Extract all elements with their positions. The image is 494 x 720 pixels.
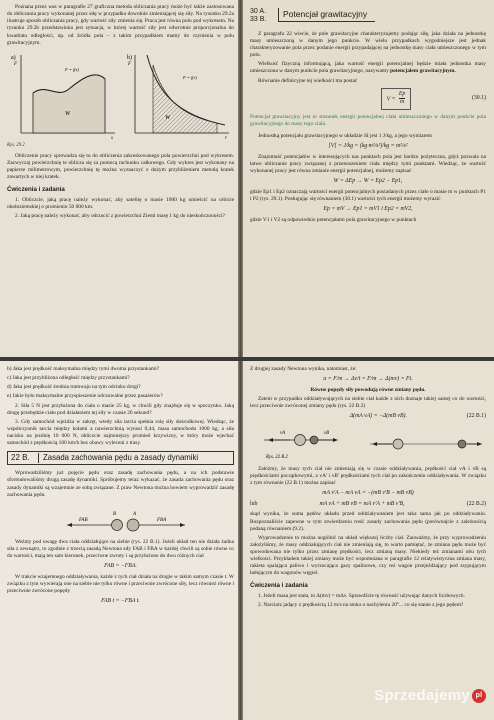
graph-a-function: F = f(s) (65, 66, 80, 72)
section-header (250, 8, 486, 25)
exercise-3: 3. Gdy samochód wjeżdża w zakręt, wtedy siła tarcia spełnia rolę siły dośrodkowej. Wiedząc, że współczynnik tarcia między kołami a nawierzchnią wynosi 0,44, masa samochodu 1000 kg, a siła nacisku na jezdnię 10 000 N, obliczcie najmniejszy promień krzywizny, w który może wjechać samochód z prędkością 100 km/h bez obawy wyleceni z trasy. (7, 418, 234, 447)
graph-a (11, 54, 115, 141)
question-e: e) Jakie było maksymalne przyspieszenie odczuwalne przez pasażerów? (7, 393, 163, 400)
exercise-2: 2. Narciarz jadący z prędkością 12 m/s na stoku o nachyleniu 20°... co się stanie z jego pędem? (258, 601, 464, 608)
definition-text: Wielkość fizyczną informującą, jaka wartość energii potencjalnej będzie miała jednostka masy umieszczona w danym punkcie pola grawitacyjnego, nazywamy (250, 61, 486, 75)
force-ba-label: FBA (157, 517, 167, 523)
equation-22b-2 (250, 501, 486, 509)
velocity-b-label: vB (324, 430, 330, 436)
exercise-2: 2. Jaką pracę należy wykonać, aby odrzucić z powierzchni Ziemi masę 1 kg do nieskończoności? (15, 213, 225, 220)
or-label: lub (250, 500, 258, 507)
graph-a-label: a) (11, 54, 16, 61)
section-number-a: 30 A. (250, 8, 266, 15)
graph-b-area-label: W (165, 114, 170, 121)
equation-lhs: V = (386, 96, 396, 103)
graph-b-y-axis: F (128, 61, 132, 67)
section-header (7, 451, 234, 465)
section-number: 22 B. (11, 452, 30, 462)
equation-box (381, 88, 412, 110)
intro-paragraph: Wprowadziliśmy już pojęcie pędu oraz zasadę zachowania pędu, a na ich podstawie sformułowaliśmy drugą zasadę dynamiki. Spróbujemy teraz wykazać, że zasada zachowania pędu oraz zasady dynamiki są wzajemnie ze sobą związane. Z praw Newtona można bowiem wyprowadzić zasadę zachowania pędu. (7, 470, 234, 498)
second-law-intro: Z drugiej zasady Newtona wynika, natomiast, że: (250, 366, 357, 372)
equation-numerator: Ep (399, 91, 405, 100)
equation-30-1 (250, 88, 486, 110)
seller-watermark (374, 686, 486, 706)
momentum-equation-1: mA v'A − mA vA = −(mB v'B − mB vB) (322, 490, 414, 497)
unit-equation: [V] = J/kg = (kg·m²/s²)/kg = m²/s² (328, 143, 408, 150)
watermark-text: Sprzedajemy (374, 687, 470, 705)
generalization-paragraph: Wyprowadzenie to można uogólnić na układ większej liczby ciał. Zauważmy, że przy wyprowadzeniu założyliśmy, że masy oddziałujących ciał nie zmieniają się, to warto pamiętać, że zmiana pędu może być spowodowana nie tylko przez zmianę prędkości, lecz zmianą masy. Niekiedy też zmianami obu tych wielkości. Przykładem takiej zmiany może być wspomniana w paragrafie 12 relatywistyczna zmiana masy, rakieta spalająca paliwo i wyrzucająca gazy spalinowe, czy też wagon przejeżdżający pod zsypującym ładującym do wagonów węgiel. (250, 534, 486, 577)
exercises-heading: Ćwiczenia i zadania (7, 185, 65, 193)
velocity-a-label: vA (280, 430, 286, 436)
intro-paragraph: Z paragrafu 22 wiecie, że pole grawitacyjne charakteryzujemy podając siłę, jaka działa na jednostkę masy umieszczoną w danym jego punkcie. W wielu przypadkach wygodniejsze jest jednak charakteryzowanie pola przez podanie energii przypadającej na jednostkę masy ciała umieszczonego w tym polu. (250, 30, 486, 59)
conservation-paragraph: skąd wynika, że suma pędów układu przed oddziaływaniem jest taka sama jak po oddziaływaniu. Rozpoznaliście zapewne w tym stwierdzeniu treść zasady zachowania pędu (porównajcie z zależnością podaną równaniem (9.2). (250, 511, 486, 532)
equation-denominator: m (400, 99, 405, 106)
energy-points-paragraph: gdzie Ep1 i Ep2 oznaczają wartości energii potencjalnych posiadanych przez ciało o masie m w punktach P1 i P2 (rys. 29.1). Posługując się równaniem (30.1) wartości tych energii możemy wyrazić (250, 188, 486, 203)
question-d: d) Jaka jest prędkość średnia tramwaju na tym odcinku drogi? (7, 384, 141, 391)
equation-number: (22 B.1) (466, 413, 486, 420)
potential-use-paragraph: Znajomość potencjałów w interesujących nas punktach pola jest bardzo pożyteczna, gdyż pozwala na łatwe obliczanie pracy związanej z przenoszeniem ciała między tymi punktami. Wiedząc, że wartość wykonanej pracy jest równa zmianie energii potencjalnej, możemy zapisać (250, 153, 486, 175)
body-b-label: B (113, 511, 117, 517)
graph-a-x-axis: s (111, 135, 113, 141)
exercise-1: 1. Obliczcie, jaką pracę należy wykonać, aby satelitę o masie 1000 kg umieścić na orbicie okołoziemskiej o promieniu 50 000 km. (7, 196, 234, 210)
definition-highlight: Potencjał grawitacyjny jest to stosunek energii potencjalnej ciała umieszczonego w danym punkcie pola grawitacyjnego do masy tego ciała. (250, 113, 486, 128)
book-page-top-right (241, 0, 494, 358)
graph-b-function: F = f(r) (183, 74, 198, 80)
equation-number: (22 B.2) (466, 500, 486, 507)
graph-b (127, 54, 229, 141)
section-numbers (250, 8, 278, 25)
definition-paragraph (250, 61, 486, 75)
potentials-paragraph: gdzie V1 i V2 są odpowiednio potencjałami pola grawitacyjnego w punktach (250, 216, 417, 223)
second-law-equation: a = F/m → Δv/t = F/m → Δ(mv) = Ft. (323, 376, 413, 383)
equation-number: (30.1) (471, 94, 486, 101)
watermark-logo-icon: pl (472, 689, 486, 703)
equation-intro: Równanie definicyjne tej wielkości ma postać (258, 77, 358, 84)
key-statement: Równe popędy siły powodują równe zmiany pędu. (310, 386, 426, 393)
exercise-1: 1. Jeżeli masa jest stała, to Δ(mv) = mΔv. Sprawdźcie tę równość używając danych liczbowych. (258, 592, 465, 599)
figure-caption: Rys. 22 B.2 (266, 454, 288, 460)
force-ab-label: FAB (79, 517, 88, 523)
figure-22b-1 (7, 501, 233, 537)
figure-22b-2 (250, 424, 486, 464)
third-law-paragraph: Weźmy pod uwagę dwa ciała oddziałujące na siebie (rys. 22 B.1). Jeżeli układ ten nie działa żadna siła z zewnątrz, to zgodnie z trzecią zasadą Newtona siły FAB i FBA w każdej chwili są sobie równe co do wartości, mają ten sam kierunek, przeciwne zwroty i są przyłożone do dwu różnych ciał (7, 538, 234, 559)
section-title: Potencjał grawitacyjny (278, 8, 375, 22)
graph-b-x-axis: r (225, 135, 227, 141)
equation-text: mA vA + mB vB = mA v'A + mB v'B, (319, 500, 405, 507)
question-b: b) Jaka jest prędkość maksymalna między tymi dwoma przystankami? (7, 366, 160, 372)
graph-b-label: b) (127, 54, 132, 61)
figure-caption: Rys. 29.2 (7, 142, 25, 148)
section-number-b: 33 B. (250, 16, 267, 24)
definition-term: potencjałem grawitacyjnym. (390, 68, 456, 75)
body-a-label: A (133, 511, 137, 517)
mass-assumption-paragraph: Załóżmy, że masy tych ciał nie zmieniają się w czasie oddziaływania, prędkości ciał vA i vB są prędkościami początkowymi, a vA' i vB' prędkościami tych ciał po zakończeniu oddziaływania. W związku z tym równanie (22 B.1) można zapisać (250, 465, 486, 487)
question-c: c) Jaka jest przybliżona odległość między przystankami? (7, 375, 130, 382)
equation-22b-1 (250, 413, 486, 421)
impulse-paragraph: W trakcie wzajemnego oddziaływania, każde z tych ciał działa na drugie w takim samym czasie t. W związku z tym wywierają one na siebie nie tylko równe i przeciwnie zwrócone siły, lecz również równe i przeciwnie zwrócone popędy (7, 573, 234, 595)
exercise-2: 2. Siła 5 N jest przyłożona do ciała o masie 25 kg, w chwili gdy znajduje się w spoczynku. Jaką drogę przebędzie ciało pod działaniem tej siły w czasie 20 sekund? (7, 402, 234, 416)
section-title: Zasada zachowania pędu a zasady dynamiki (38, 453, 198, 463)
momentum-change-paragraph: Zatem w przypadku oddziaływujących na siebie ciał każde z nich doznaje takiej samej co do wartości, lecz przeciwnie zwróconej zmiany pędu (rys. 22 B.2) (250, 395, 486, 410)
work-equation: W = ΔEp → W = Ep2 − Ep1, (333, 178, 403, 185)
book-page-bottom-right (241, 360, 494, 720)
area-paragraph: Obliczenie pracy sprowadza się tu do obliczenia zakreskowanego pola powierzchni pod wykresem. Zazwyczaj powierzchnię te oblicza się za pomocą rachunku całkowego. Gdy wykres jest wykonany na papierze milimetrowym, powierzchnię tę można wyznaczyć z dużym przybliżeniem metodą kratek zawartych w niej kratek. (7, 153, 234, 181)
energy-equation: Ep = mV → Ep1 = mV1 i Ep2 = mV2, (323, 206, 413, 213)
book-page-bottom-left (0, 360, 240, 720)
photo-divider (0, 357, 494, 361)
book-page-top-left (0, 0, 240, 358)
figure-29-2 (7, 49, 233, 141)
unit-paragraph: Jednostką potencjału grawitacyjnego w układzie SI jest 1 J/kg, a jego wymiarem (258, 133, 432, 140)
exercises-heading: Ćwiczenia i zadania (250, 581, 308, 589)
force-equation: FAB = −FBA. (104, 563, 137, 570)
graph-a-area-label: W (65, 110, 70, 117)
graph-a-y-axis: F (14, 61, 18, 67)
equation-text: Δ(mA vA) = −Δ(mB vB). (349, 413, 407, 420)
intro-paragraph: Poznana przez was w paragrafie 27 graficzna metoda obliczania pracy może być także zastosowana do obliczania pracy wykonanej przez siłę w przypadku dowolnie zmieniającej się siły. Na rysunku 29.2a ilustruje sposób obliczania pracy, gdy wartość siły zmienia się. Praca jest równa polu pod wykresem. Na rysunku 29.2b przedstawiona jest sytuacja, w której wartość siły jest odwrotnie proporcjonalna do kwadratu odległości, np. od źródła pola – z takim przypadkiem mamy do czynienia w polu grawitacyjnym. (7, 4, 234, 46)
impulse-equation: FAB t = −FBA t. (101, 598, 140, 605)
